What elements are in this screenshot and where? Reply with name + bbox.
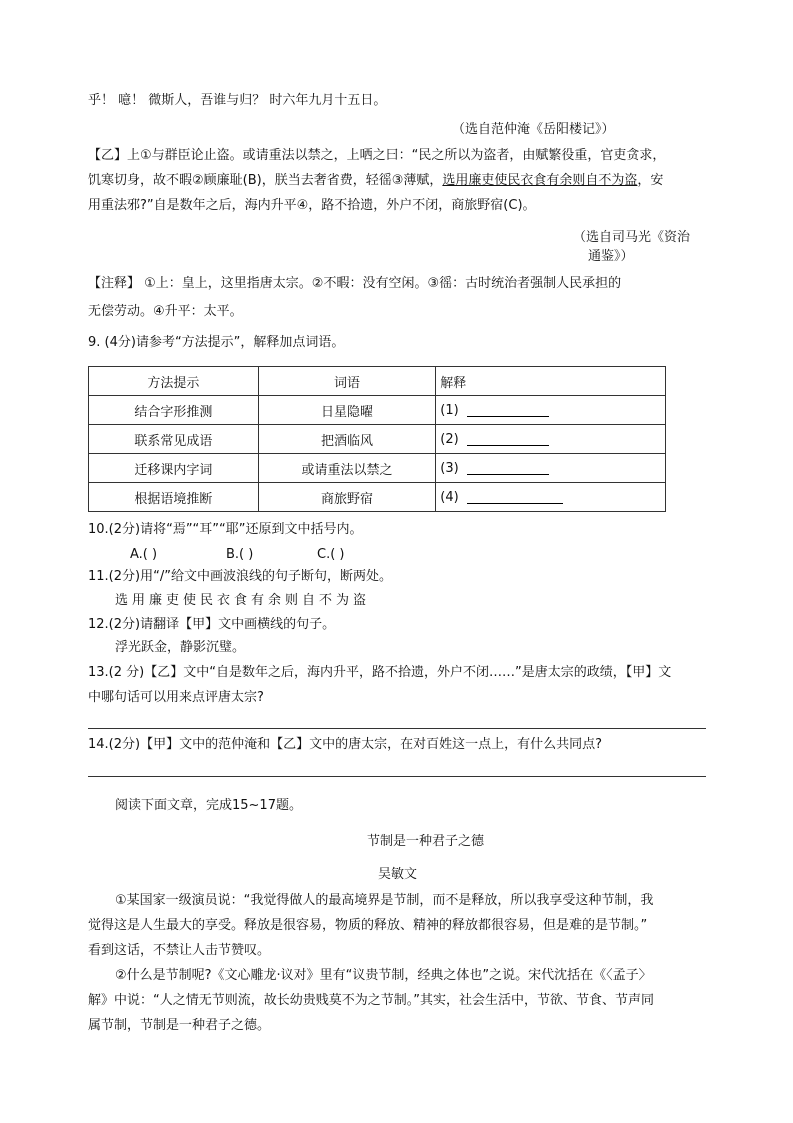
question-9-prompt: 9. (4分)请参考“方法提示”，解释加点词语。	[88, 335, 345, 350]
method-cell: 根据语境推断	[89, 483, 259, 512]
header-word: 词语	[258, 367, 436, 396]
table-header-row	[89, 367, 666, 396]
notes-line-1: 【注释】 ①上：皇上，这里指唐太宗。②不暇：没有空闲。③徭：古时统治者强制人民承担的	[88, 276, 622, 291]
question-12-sentence: 浮光跃金，静影沉璧。	[115, 640, 246, 655]
paragraph-2-line-2: 解》中说：“人之情无节则流，故长幼贵贱莫不为之节制。”其实，社会生活中，节欲、节食、节声同	[88, 993, 654, 1008]
word-cell: 商旅野宿	[258, 483, 436, 512]
wavy-underlined-sentence: 选用廉吏使民衣食有余则自不为盗	[442, 173, 638, 188]
question-14-prompt: 14.(2分)【甲】文中的范仲淹和【乙】文中的唐太宗，在对百姓这一点上，有什么共同点?	[88, 737, 602, 752]
word-cell: 把酒临风	[258, 425, 436, 454]
header-explanation: 解释	[436, 367, 666, 396]
word-cell: 或请重法以禁之	[258, 454, 436, 483]
paragraph-2-line-3: 属节制，节制是一种君子之德。	[88, 1018, 271, 1033]
method-table	[88, 366, 666, 512]
question-11-prompt: 11.(2分)用“/”给文中画波浪线的句子断句，断两处。	[88, 569, 392, 584]
paragraph-1-line-1: ①某国家一级演员说：“我觉得做人的最高境界是节制，而不是释放，所以我享受这种节制，我	[115, 893, 654, 908]
reading-instruction: 阅读下面文章，完成15~17题。	[115, 798, 302, 813]
answer-blank-2[interactable]	[467, 433, 549, 446]
passage-b-line-2-start: 饥寒切身，故不暇②顾廉耻(B)，朕当去奢省费，轻徭③薄赋，	[88, 173, 443, 188]
option-b: B.( )	[226, 547, 254, 562]
question-10-prompt: 10.(2分)请将“焉”“耳”“耶”还原到文中括号内。	[88, 522, 363, 537]
answer-number: (1)	[440, 402, 459, 418]
question-12-prompt: 12.(2分)请翻译【甲】文中画横线的句子。	[88, 617, 336, 632]
passage-b-line-1: 【乙】上①与群臣论止盗。或请重法以禁之，上哂之曰：“民之所以为盗者，由赋繁役重，官吏贪求，	[88, 148, 666, 163]
table-row	[89, 396, 666, 425]
passage-a-source: （选自范仲淹《岳阳楼记》）	[452, 122, 615, 137]
method-cell: 结合字形推测	[89, 396, 259, 425]
answer-number: (4)	[440, 489, 459, 505]
paragraph-2-line-1: ②什么是节制呢?《文心雕龙·议对》里有“议贵节制，经典之体也”之说。宋代沈括在《〈孟子〉	[115, 968, 652, 983]
option-c: C.( )	[317, 547, 345, 562]
answer-line-13[interactable]	[88, 728, 706, 729]
header-method: 方法提示	[89, 367, 259, 396]
article-title: 节制是一种君子之德	[367, 834, 485, 849]
question-11-sentence: 选用廉吏使民衣食有余则自不为盗	[115, 593, 371, 608]
answer-blank-4[interactable]	[467, 491, 563, 504]
article-author: 吴敏文	[378, 867, 418, 882]
passage-b-line-3: 用重法邪?”自是数年之后，海内升平④，路不拾遗，外户不闭，商旅野宿(C)。	[88, 198, 536, 213]
passage-b-source-1: （选自司马光《资治	[573, 230, 691, 245]
question-13-line-1: 13.(2 分)【乙】文中“自是数年之后，海内升平，路不拾遗，外户不闭……”是唐太宗的政绩，【甲】文	[88, 665, 672, 680]
passage-b-line-2	[88, 172, 663, 190]
method-cell: 联系常见成语	[89, 425, 259, 454]
answer-cell	[436, 396, 666, 425]
answer-blank-1[interactable]	[467, 404, 549, 417]
table-row	[89, 454, 666, 483]
method-cell: 迁移课内字词	[89, 454, 259, 483]
notes-line-2: 无偿劳动。④升平：太平。	[88, 304, 243, 319]
passage-b-source-2: 通鉴》）	[588, 249, 634, 264]
passage-a-ending: 乎！ 噫！ 微斯人，吾谁与归？ 时六年九月十五日。	[88, 93, 387, 108]
answer-number: (3)	[440, 460, 459, 476]
paragraph-1-line-3: 看到这话，不禁让人击节赞叹。	[88, 943, 271, 958]
question-13-line-2: 中哪句话可以用来点评唐太宗?	[88, 690, 264, 705]
answer-cell	[436, 454, 666, 483]
answer-number: (2)	[440, 431, 459, 447]
paragraph-1-line-2: 觉得这是人生最大的享受。释放是很容易，物质的释放、精神的释放都很容易，但是难的是节制。”	[88, 918, 648, 933]
answer-cell	[436, 425, 666, 454]
answer-blank-3[interactable]	[467, 462, 549, 475]
word-cell: 日星隐曜	[258, 396, 436, 425]
answer-line-14[interactable]	[88, 776, 706, 777]
answer-cell	[436, 483, 666, 512]
passage-b-line-2-end: ，安	[637, 173, 664, 188]
table-row	[89, 483, 666, 512]
table-row	[89, 425, 666, 454]
option-a: A.( )	[130, 547, 158, 562]
